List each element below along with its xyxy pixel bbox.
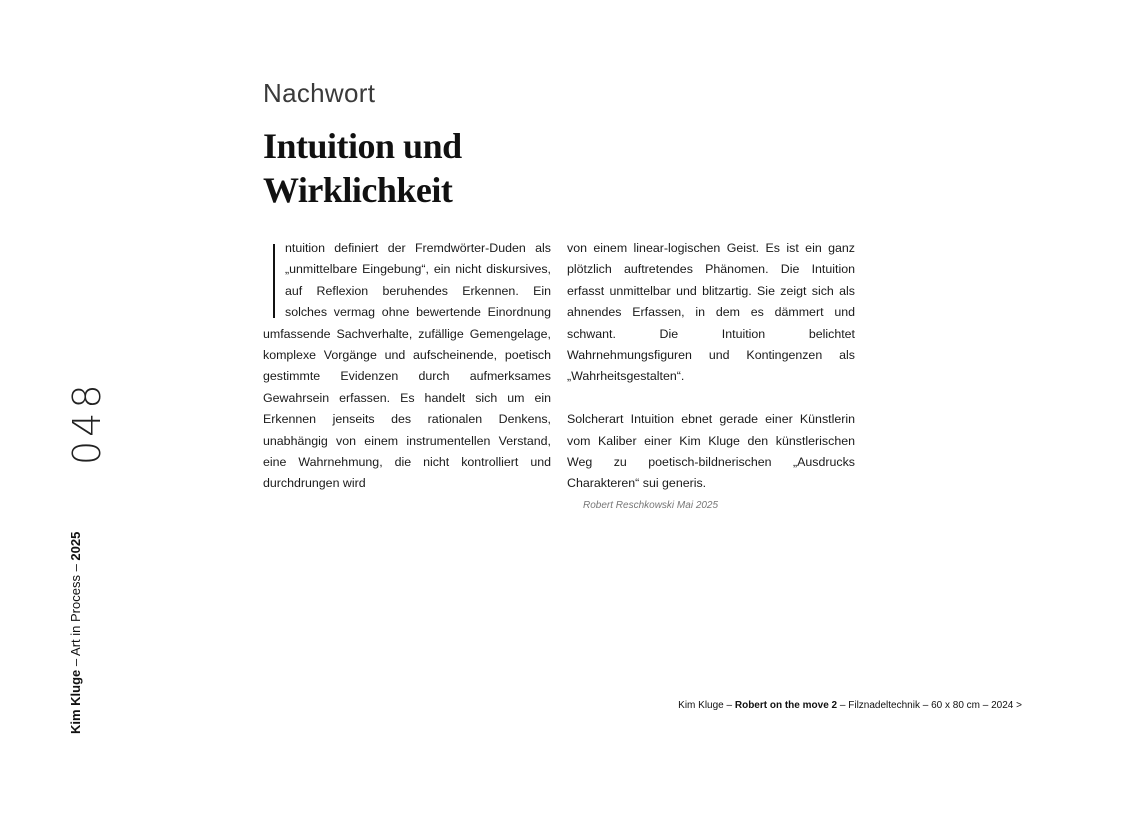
running-head [69, 532, 83, 734]
body-paragraph-1: ntuition definiert der Fremdwörter-Duden als „unmittelbare Eingebung“, ein nicht diskursives, auf Reflexion beruhendes Erkennen. Ein solches vermag ohne bewertende Einordnung umfassende Sachverhalte, zufällige Gemengelage, komplexe Vorgänge und aufscheinende, poetisch gestimmte Evidenzen durch aufmerksames Gewahrsein erfassen. Es handelt sich um ein Erkennen jenseits des rationalen Denkens, unabhängig von einem instrumentellen Verstand, eine Wahrnehmung, die nicht kontrolliert und durchdrungen wird [263, 241, 551, 491]
text-column-right [567, 238, 855, 495]
caption-technique: Filznadeltechnik [848, 700, 920, 711]
running-head-separator: – [68, 655, 83, 670]
running-head-separator: – [68, 560, 83, 576]
caption-artist: Kim Kluge [678, 700, 724, 711]
text-column-left [263, 238, 551, 495]
title-line-1: Intuition und [263, 126, 462, 166]
caption-dimensions: 60 x 80 cm [931, 700, 980, 711]
page-number: 048 [65, 380, 109, 465]
running-head-year: 2025 [68, 531, 83, 561]
caption-separator: – [837, 700, 849, 711]
body-paragraph-2: von einem linear-logischen Geist. Es ist ein ganz plötzlich auftretendes Phänomen. Die Intuition erfasst unmittelbar und blitzartig. Sie zeigt sich als ahnendes Erfassen, in dem es dämmert und schwant. Die Intuition belichtet Wahrnehmungsfiguren und Kontingenzen als „Wahrheitsgestalten“. [567, 241, 855, 384]
page-title [263, 124, 462, 212]
author-signature: Robert Reschkowski Mai 2025 [583, 500, 719, 511]
caption-separator: – [919, 700, 932, 711]
section-label: Nachwort [263, 78, 376, 108]
caption-work-title: Robert on the move 2 [734, 700, 838, 711]
title-line-2: Wirklichkeit [263, 170, 453, 210]
drop-cap-initial [273, 244, 275, 318]
caption-separator: – [723, 700, 735, 711]
body-paragraph-3: Solcherart Intuition ebnet gerade einer Künstlerin vom Kaliber einer Kim Kluge den künstlerischen Weg zu poetisch-bildnerischen „Ausdrucks Charakteren“ sui generis. [567, 412, 855, 491]
artwork-caption [678, 700, 1022, 711]
running-head-author: Kim Kluge [68, 669, 83, 734]
caption-next-arrow: > [1013, 700, 1022, 711]
caption-year: 2024 [991, 700, 1014, 711]
running-head-project: Art in Process [68, 575, 83, 656]
caption-separator: – [980, 700, 992, 711]
